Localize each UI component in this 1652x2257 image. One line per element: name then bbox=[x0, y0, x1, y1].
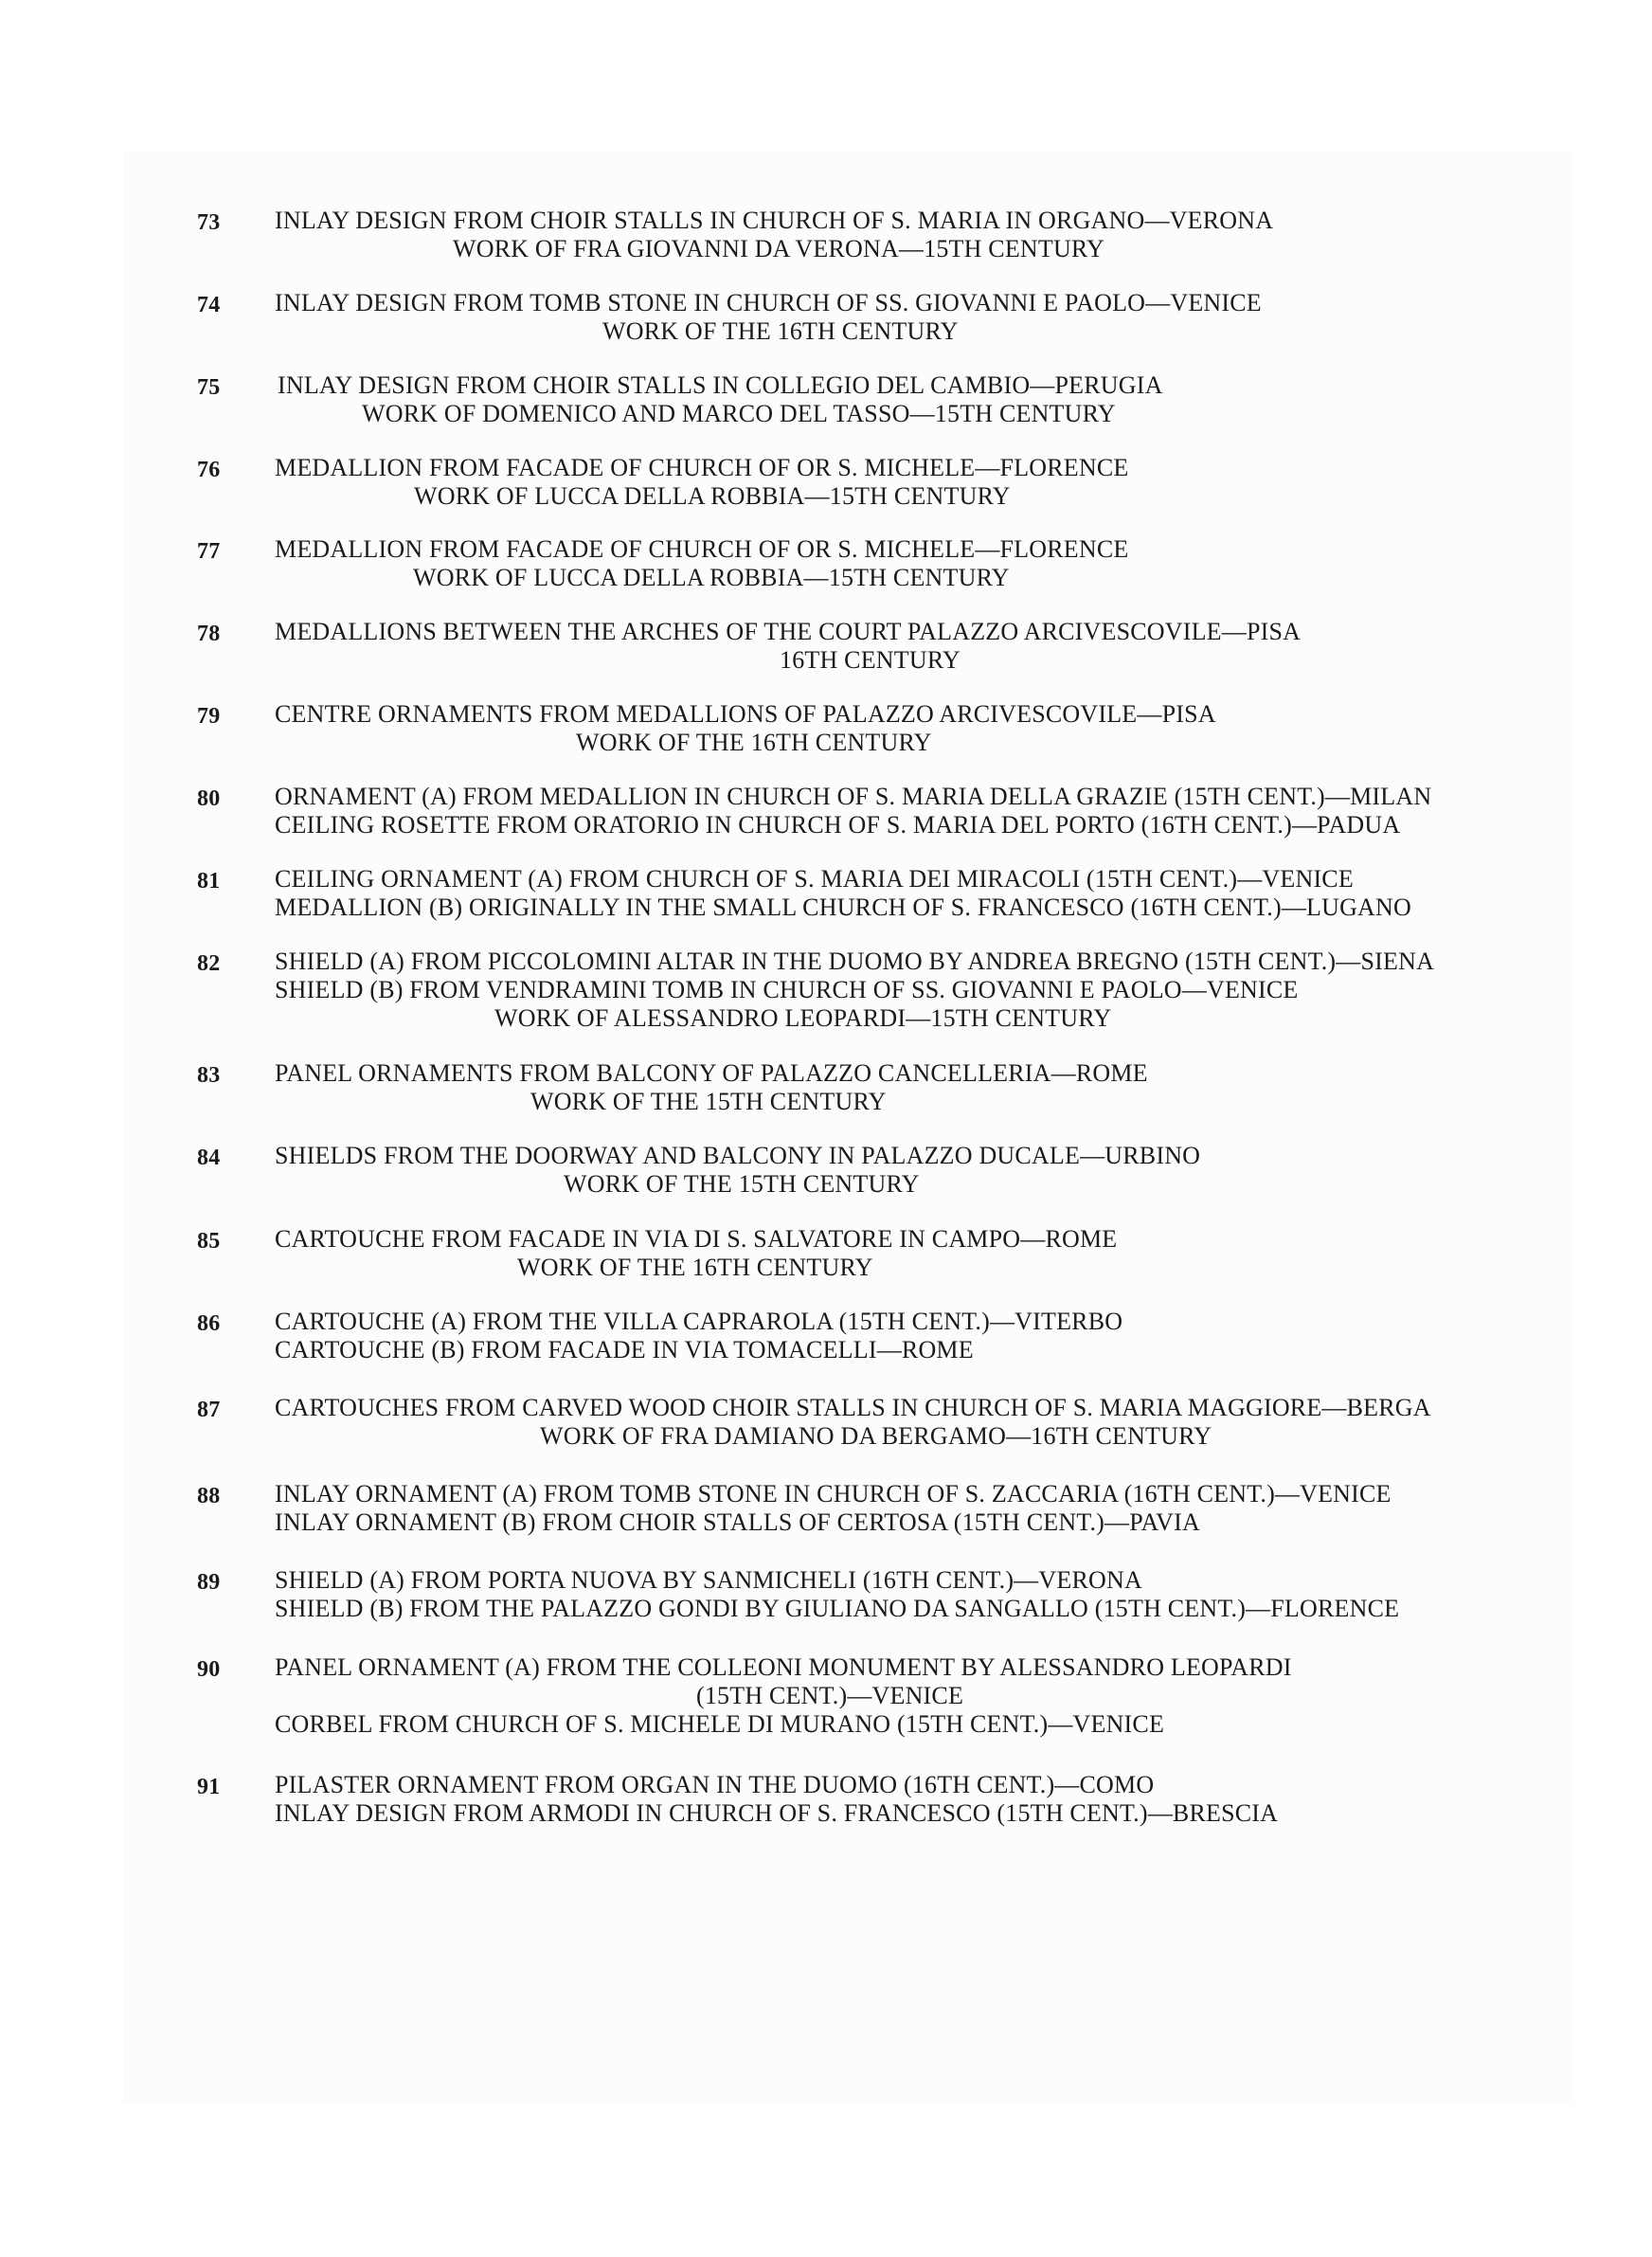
plate-line: WORK OF FRA GIOVANNI DA VERONA—15TH CENTURY bbox=[453, 235, 1105, 262]
plate-entry bbox=[0, 948, 1652, 1033]
plate-line: CARTOUCHES FROM CARVED WOOD CHOIR STALLS IN CHURCH OF S. MARIA MAGGIORE—BERGA bbox=[275, 1394, 1431, 1421]
plate-entry bbox=[0, 371, 1652, 428]
plate-line: CEILING ROSETTE FROM ORATORIO IN CHURCH OF S. MARIA DEL PORTO (16TH CENT.)—PADUA bbox=[275, 811, 1401, 839]
plate-line: CORBEL FROM CHURCH OF S. MICHELE DI MURANO (15TH CENT.)—VENICE bbox=[275, 1710, 1165, 1738]
plate-entry bbox=[0, 1308, 1652, 1364]
plate-line: CARTOUCHE FROM FACADE IN VIA DI S. SALVATORE IN CAMPO—ROME bbox=[275, 1225, 1118, 1253]
plate-entry bbox=[0, 1480, 1652, 1537]
plate-number: 84 bbox=[197, 1146, 221, 1170]
plate-line: INLAY DESIGN FROM TOMB STONE IN CHURCH OF SS. GIOVANNI E PAOLO—VENICE bbox=[275, 289, 1262, 316]
plate-line: WORK OF THE 15TH CENTURY bbox=[564, 1170, 920, 1198]
plate-entry bbox=[0, 207, 1652, 263]
plate-line: INLAY DESIGN FROM ARMODI IN CHURCH OF S. FRANCESCO (15TH CENT.)—BRESCIA bbox=[275, 1799, 1279, 1827]
plate-number: 89 bbox=[197, 1570, 221, 1595]
plate-number: 75 bbox=[197, 375, 221, 400]
plate-line: PANEL ORNAMENT (A) FROM THE COLLEONI MONUMENT BY ALESSANDRO LEOPARDI bbox=[275, 1653, 1292, 1681]
plate-number: 81 bbox=[197, 869, 221, 894]
plate-number: 73 bbox=[197, 210, 221, 235]
plate-number: 76 bbox=[197, 458, 221, 482]
plate-number: 91 bbox=[197, 1775, 221, 1799]
plate-line: WORK OF LUCCA DELLA ROBBIA—15TH CENTURY bbox=[414, 482, 1011, 510]
plate-line: WORK OF FRA DAMIANO DA BERGAMO—16TH CENTURY bbox=[540, 1422, 1212, 1450]
plate-line: INLAY ORNAMENT (A) FROM TOMB STONE IN CHURCH OF S. ZACCARIA (16TH CENT.)—VENICE bbox=[275, 1480, 1392, 1508]
plate-number: 74 bbox=[197, 293, 221, 317]
plate-line: WORK OF THE 16TH CENTURY bbox=[576, 729, 932, 756]
plate-entry bbox=[0, 535, 1652, 592]
plate-number: 80 bbox=[197, 786, 221, 811]
plate-line: SHIELD (A) FROM PORTA NUOVA BY SANMICHELI (16TH CENT.)—VERONA bbox=[275, 1566, 1142, 1594]
plate-number: 77 bbox=[197, 539, 221, 564]
plate-line: CEILING ORNAMENT (A) FROM CHURCH OF S. MARIA DEI MIRACOLI (15TH CENT.)—VENICE bbox=[275, 865, 1354, 893]
plate-line: WORK OF THE 16TH CENTURY bbox=[602, 317, 959, 345]
plate-line: INLAY DESIGN FROM CHOIR STALLS IN COLLEGIO DEL CAMBIO—PERUGIA bbox=[278, 371, 1163, 399]
plate-number: 79 bbox=[197, 704, 221, 729]
plate-number: 85 bbox=[197, 1229, 221, 1254]
plate-entry bbox=[0, 1225, 1652, 1282]
plate-entry bbox=[0, 454, 1652, 511]
plate-line: INLAY DESIGN FROM CHOIR STALLS IN CHURCH OF S. MARIA IN ORGANO—VERONA bbox=[275, 207, 1274, 234]
plate-line: CARTOUCHE (A) FROM THE VILLA CAPRAROLA (15TH CENT.)—VITERBO bbox=[275, 1308, 1123, 1335]
plate-entry bbox=[0, 783, 1652, 840]
plate-entry bbox=[0, 1653, 1652, 1739]
plate-entry bbox=[0, 289, 1652, 346]
plate-line: SHIELD (B) FROM VENDRAMINI TOMB IN CHURCH OF SS. GIOVANNI E PAOLO—VENICE bbox=[275, 976, 1299, 1003]
plate-entry bbox=[0, 865, 1652, 922]
plate-entry bbox=[0, 1771, 1652, 1828]
plate-line: WORK OF ALESSANDRO LEOPARDI—15TH CENTURY bbox=[494, 1004, 1112, 1032]
plate-entry bbox=[0, 1566, 1652, 1623]
plate-line: MEDALLION FROM FACADE OF CHURCH OF OR S. MICHELE—FLORENCE bbox=[275, 454, 1129, 481]
plate-line: PILASTER ORNAMENT FROM ORGAN IN THE DUOMO (16TH CENT.)—COMO bbox=[275, 1771, 1155, 1798]
plate-line: SHIELD (B) FROM THE PALAZZO GONDI BY GIULIANO DA SANGALLO (15TH CENT.)—FLORENCE bbox=[275, 1595, 1400, 1622]
plate-entry bbox=[0, 700, 1652, 757]
plate-number: 82 bbox=[197, 951, 221, 976]
plate-line: PANEL ORNAMENTS FROM BALCONY OF PALAZZO CANCELLERIA—ROME bbox=[275, 1059, 1148, 1087]
plate-number: 86 bbox=[197, 1311, 221, 1336]
plate-line: MEDALLION FROM FACADE OF CHURCH OF OR S. MICHELE—FLORENCE bbox=[275, 535, 1129, 563]
plate-number: 78 bbox=[197, 622, 221, 646]
plate-line: 16TH CENTURY bbox=[780, 646, 961, 674]
plate-line: MEDALLIONS BETWEEN THE ARCHES OF THE COURT PALAZZO ARCIVESCOVILE—PISA bbox=[275, 618, 1302, 645]
plate-number: 83 bbox=[197, 1063, 221, 1088]
plate-entry bbox=[0, 1394, 1652, 1451]
plate-line: CARTOUCHE (B) FROM FACADE IN VIA TOMACELLI—ROME bbox=[275, 1336, 974, 1363]
plate-line: WORK OF DOMENICO AND MARCO DEL TASSO—15TH CENTURY bbox=[362, 400, 1116, 427]
plate-line: WORK OF LUCCA DELLA ROBBIA—15TH CENTURY bbox=[413, 564, 1010, 591]
plate-entry bbox=[0, 1059, 1652, 1116]
plate-line: INLAY ORNAMENT (B) FROM CHOIR STALLS OF CERTOSA (15TH CENT.)—PAVIA bbox=[275, 1508, 1200, 1536]
plate-line: ORNAMENT (A) FROM MEDALLION IN CHURCH OF S. MARIA DELLA GRAZIE (15TH CENT.)—MILAN bbox=[275, 783, 1432, 810]
plate-line: SHIELDS FROM THE DOORWAY AND BALCONY IN PALAZZO DUCALE—URBINO bbox=[275, 1142, 1201, 1169]
plate-line: WORK OF THE 15TH CENTURY bbox=[530, 1088, 887, 1115]
plate-number: 88 bbox=[197, 1484, 221, 1508]
plate-line: SHIELD (A) FROM PICCOLOMINI ALTAR IN THE DUOMO BY ANDREA BREGNO (15TH CENT.)—SIENA bbox=[275, 948, 1435, 975]
plate-line: (15TH CENT.)—VENICE bbox=[696, 1682, 964, 1709]
plate-line: WORK OF THE 16TH CENTURY bbox=[517, 1254, 873, 1281]
plate-entry bbox=[0, 1142, 1652, 1199]
plate-number: 90 bbox=[197, 1657, 221, 1682]
plate-number: 87 bbox=[197, 1398, 221, 1422]
plate-line: CENTRE ORNAMENTS FROM MEDALLIONS OF PALAZZO ARCIVESCOVILE—PISA bbox=[275, 700, 1216, 728]
plate-line: MEDALLION (B) ORIGINALLY IN THE SMALL CHURCH OF S. FRANCESCO (16TH CENT.)—LUGANO bbox=[275, 894, 1411, 921]
plate-entry bbox=[0, 618, 1652, 675]
